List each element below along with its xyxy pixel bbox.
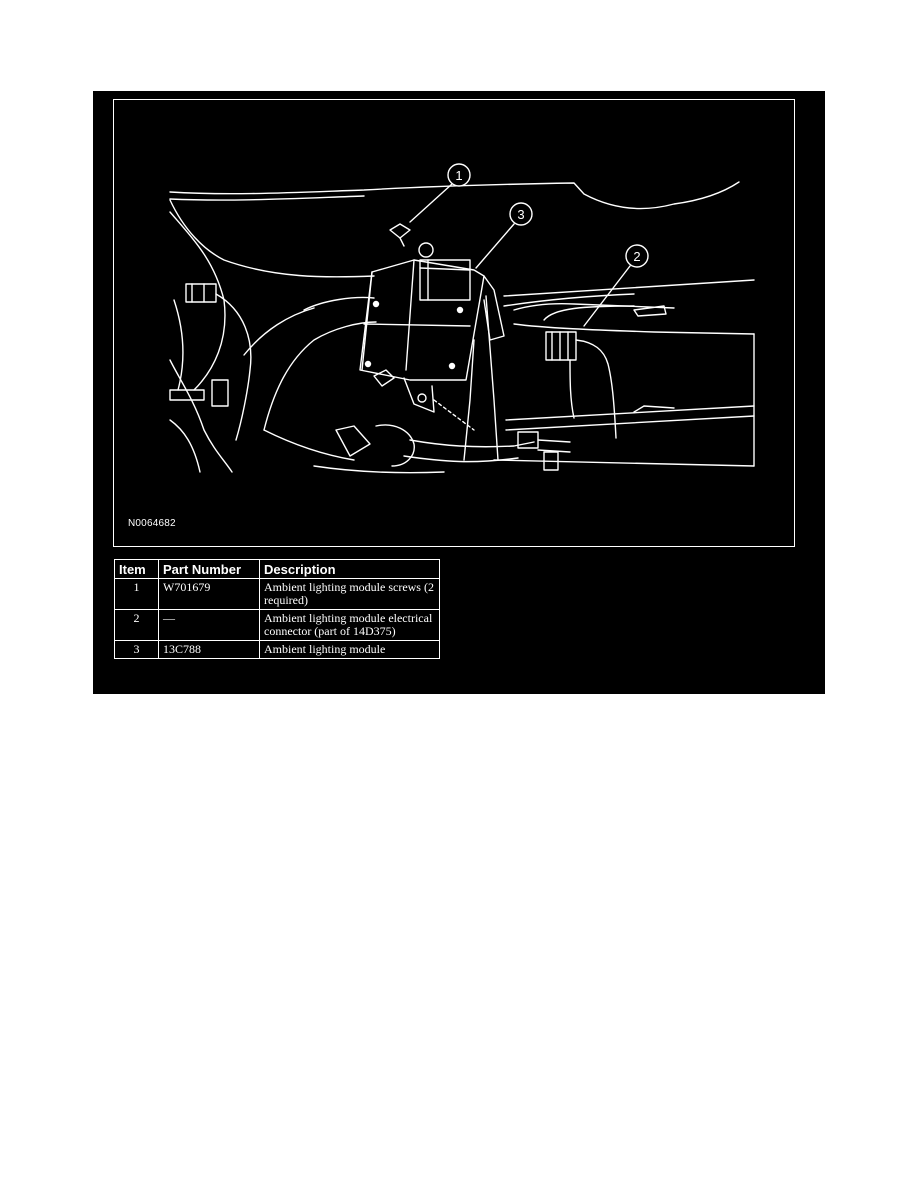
parts-table-header (115, 560, 440, 579)
callout-1-label: 1 (455, 168, 463, 183)
illustration-frame (113, 99, 795, 547)
row-part-number: 13C788 (159, 641, 260, 659)
row-description: Ambient lighting module screws (2 required) (260, 579, 440, 610)
row-item: 1 (115, 579, 159, 610)
row-description: Ambient lighting module electrical connector (part of 14D375) (260, 610, 440, 641)
table-row (115, 641, 440, 659)
table-row (115, 579, 440, 610)
row-part-number: W701679 (159, 579, 260, 610)
module-location-illustration (114, 100, 794, 546)
callout-3-label: 3 (517, 207, 525, 222)
figure-panel (93, 91, 825, 694)
table-row (115, 610, 440, 641)
row-item: 2 (115, 610, 159, 641)
figure-id-label: N0064682 (128, 518, 176, 529)
header-part-number: Part Number (159, 560, 260, 579)
row-description: Ambient lighting module (260, 641, 440, 659)
row-part-number: — (159, 610, 260, 641)
row-item: 3 (115, 641, 159, 659)
parts-table (114, 559, 440, 659)
header-description: Description (260, 560, 440, 579)
callout-2-label: 2 (633, 249, 641, 264)
header-item: Item (115, 560, 159, 579)
